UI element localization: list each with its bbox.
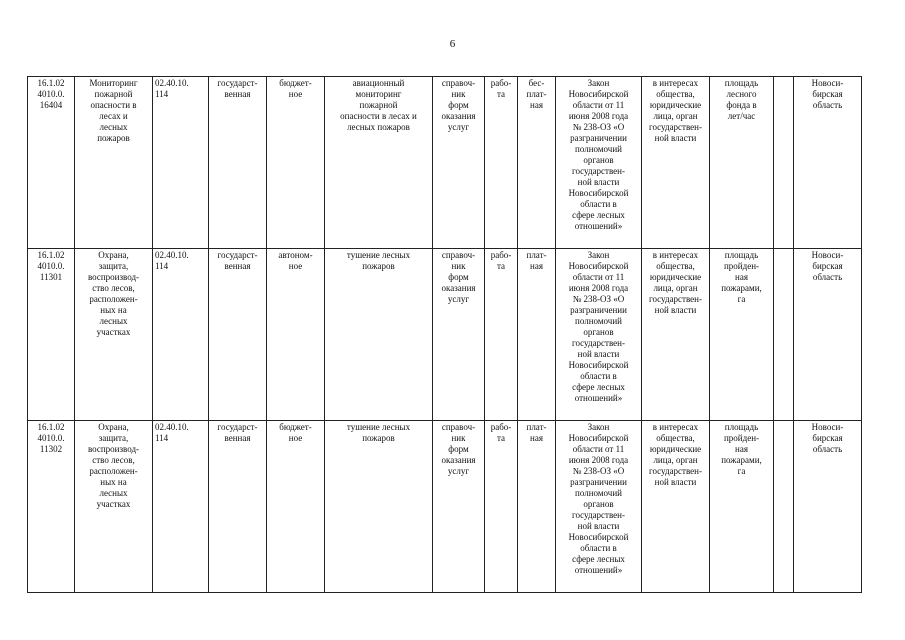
service-kind: рабо- та bbox=[490, 422, 512, 443]
consumer-category: в интересах общества, юридические лица, орган государствен- ной власти bbox=[648, 422, 702, 487]
service-condition: справоч- ник форм оказания услуг bbox=[441, 250, 476, 304]
region: Новоси- бирская область bbox=[811, 78, 844, 110]
service-condition: справоч- ник форм оказания услуг bbox=[441, 422, 476, 476]
okved-code: 02.40.10. 114 bbox=[155, 250, 189, 271]
service-name: Охрана, защита, воспроизвод- ство лесов, расположен- ных на лесных участках bbox=[87, 422, 140, 509]
service-name: Мониторинг пожарной опасности в лесах и лесных пожаров bbox=[89, 78, 138, 143]
service-type: государст- венная bbox=[217, 250, 258, 271]
service-kind: рабо- та bbox=[490, 78, 512, 99]
table-row bbox=[28, 249, 862, 421]
service-kind: рабо- та bbox=[490, 250, 512, 271]
payment-type: бес- плат- ная bbox=[526, 78, 547, 110]
table-row bbox=[28, 77, 862, 249]
service-name: Охрана, защита, воспроизвод- ство лесов, расположен- ных на лесных участках bbox=[87, 250, 140, 337]
payment-type: плат- ная bbox=[526, 250, 547, 271]
okved-code: 02.40.10. 114 bbox=[155, 422, 189, 443]
volume-indicator: площадь пройден- ная пожарами, га bbox=[721, 250, 762, 304]
institution-type: бюджет- ное bbox=[279, 78, 312, 99]
legal-basis: Закон Новосибирской области от 11 июня 2008 года № 238-ОЗ «О разграничении полномочий органов государствен- ной власти Новосибирской области в сфере лесных отношений» bbox=[568, 422, 629, 575]
volume-indicator: площадь лесного фонда в лет/час bbox=[724, 78, 759, 121]
service-code: 16.1.02 4010.0. 11302 bbox=[37, 422, 65, 454]
institution-type: автоном- ное bbox=[278, 250, 313, 271]
service-type: государст- венная bbox=[217, 422, 258, 443]
consumer-category: в интересах общества, юридические лица, орган государствен- ной власти bbox=[648, 250, 702, 315]
services-registry-table bbox=[27, 76, 862, 593]
region: Новоси- бирская область bbox=[811, 250, 844, 282]
service-code: 16.1.02 4010.0. 11301 bbox=[37, 250, 65, 282]
page-number: 6 bbox=[449, 38, 456, 50]
volume-indicator: площадь пройден- ная пожарами, га bbox=[721, 422, 762, 476]
service-content: авиационный мониторинг пожарной опасности в лесах и лесных пожаров bbox=[340, 78, 417, 132]
legal-basis: Закон Новосибирской области от 11 июня 2008 года № 238-ОЗ «О разграничении полномочий органов государствен- ной власти Новосибирской области в сфере лесных отношений» bbox=[568, 78, 629, 231]
service-content: тушение лесных пожаров bbox=[346, 250, 411, 271]
service-content: тушение лесных пожаров bbox=[346, 422, 411, 443]
institution-type: бюджет- ное bbox=[279, 422, 312, 443]
okved-code: 02.40.10. 114 bbox=[155, 78, 189, 99]
legal-basis: Закон Новосибирской области от 11 июня 2008 года № 238-ОЗ «О разграничении полномочий органов государствен- ной власти Новосибирской области в сфере лесных отношений» bbox=[568, 250, 629, 403]
service-code: 16.1.02 4010.0. 16404 bbox=[37, 78, 65, 110]
payment-type: плат- ная bbox=[526, 422, 547, 443]
consumer-category: в интересах общества, юридические лица, орган государствен- ной власти bbox=[648, 78, 702, 143]
service-type: государст- венная bbox=[217, 78, 258, 99]
region: Новоси- бирская область bbox=[811, 422, 844, 454]
table-row bbox=[28, 421, 862, 593]
service-condition: справоч- ник форм оказания услуг bbox=[441, 78, 476, 132]
